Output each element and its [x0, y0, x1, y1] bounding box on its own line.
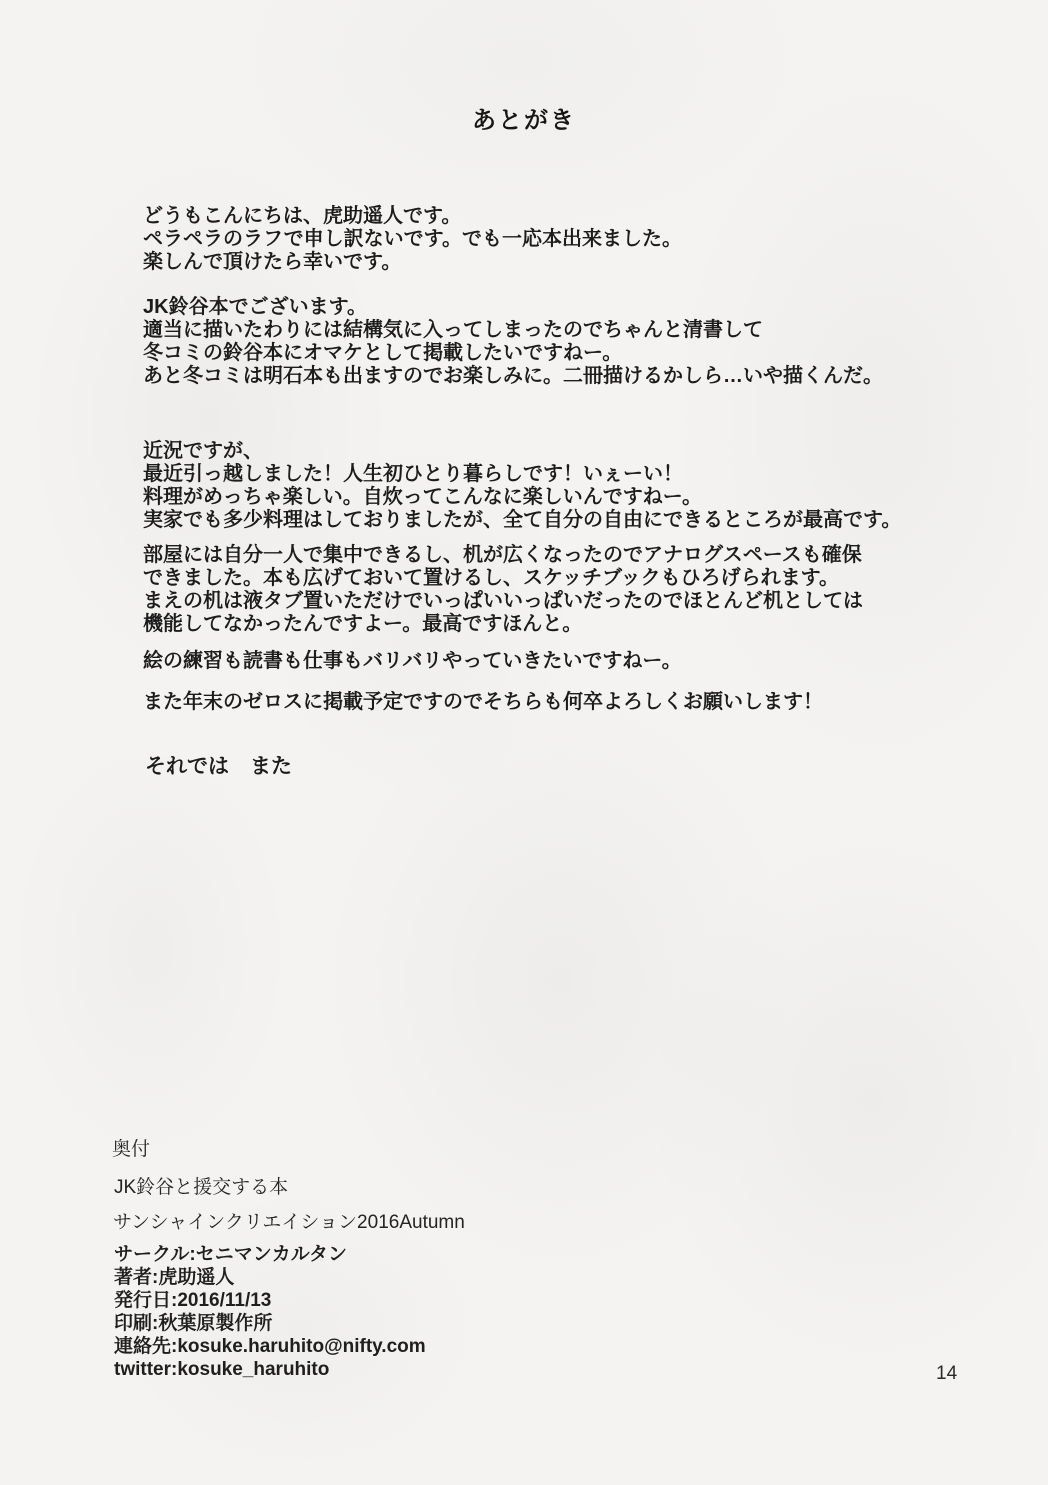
- page-number: 14: [936, 1363, 958, 1384]
- afterword-paragraph: [143, 205, 682, 274]
- page-title: あとがき: [472, 107, 576, 134]
- text-line: どうもこんにちは、虎助遥人です。: [143, 205, 462, 227]
- afterword-paragraph: [143, 691, 823, 714]
- colophon-author: 著者:虎助遥人: [114, 1267, 235, 1288]
- text-line: あと冬コミは明石本も出ますのでお楽しみに。二冊描けるかしら…いや描くんだ。: [143, 365, 883, 387]
- closing-line: それでは また: [145, 755, 292, 778]
- text-line: 楽しんで頂けたら幸いです。: [143, 251, 402, 273]
- text-line: 適当に描いたわりには結構気に入ってしまったのでちゃんと清書して: [143, 319, 763, 341]
- colophon-twitter: twitter:kosuke_haruhito: [114, 1359, 330, 1380]
- text-line: 部屋には自分一人で集中できるし、机が広くなったのでアナログスペースも確保: [143, 544, 862, 566]
- text-line: 絵の練習も読書も仕事もバリバリやっていきたいですねー。: [143, 650, 682, 672]
- colophon-publish-date: 発行日:2016/11/13: [114, 1290, 272, 1311]
- text-line: まえの机は液タブ置いただけでいっぱいいっぱいだったのでほとんど机としては: [143, 590, 863, 612]
- text-line: JK鈴谷本でございます。: [143, 296, 367, 318]
- colophon-book-title: JK鈴谷と援交する本: [114, 1177, 289, 1198]
- text-line: 実家でも多少料理はしておりましたが、全て自分の自由にできるところが最高です。: [143, 509, 902, 531]
- text-line: ペラペラのラフで申し訳ないです。でも一応本出来ました。: [143, 228, 682, 250]
- afterword-paragraph: [143, 296, 883, 388]
- text-line: 近況ですが、: [143, 440, 263, 462]
- colophon-contact-email: 連絡先:kosuke.haruhito@nifty.com: [114, 1336, 426, 1357]
- afterword-paragraph: [143, 440, 901, 532]
- text-line: 機能してなかったんですよー。最高ですほんと。: [143, 613, 583, 635]
- afterword-paragraph: [143, 650, 682, 673]
- text-line: 料理がめっちゃ楽しい。自炊ってこんなに楽しいんですねー。: [143, 486, 702, 508]
- text-line: 最近引っ越しました！人生初ひとり暮らしです！いぇーい！: [143, 463, 683, 485]
- text-line: 冬コミの鈴谷本にオマケとして掲載したいですねー。: [143, 342, 623, 364]
- colophon-event: サンシャインクリエイション2016Autumn: [113, 1212, 465, 1233]
- colophon-details: [114, 1243, 426, 1381]
- colophon-printer: 印刷:秋葉原製作所: [114, 1313, 273, 1334]
- colophon-heading: 奥付: [112, 1139, 151, 1160]
- colophon-circle: サークル:セニマンカルタン: [114, 1244, 347, 1265]
- text-line: できました。本も広げておいて置けるし、スケッチブックもひろげられます。: [143, 567, 839, 589]
- afterword-paragraph: [143, 544, 863, 636]
- text-line: また年末のゼロスに掲載予定ですのでそちらも何卒よろしくお願いします！: [143, 691, 823, 713]
